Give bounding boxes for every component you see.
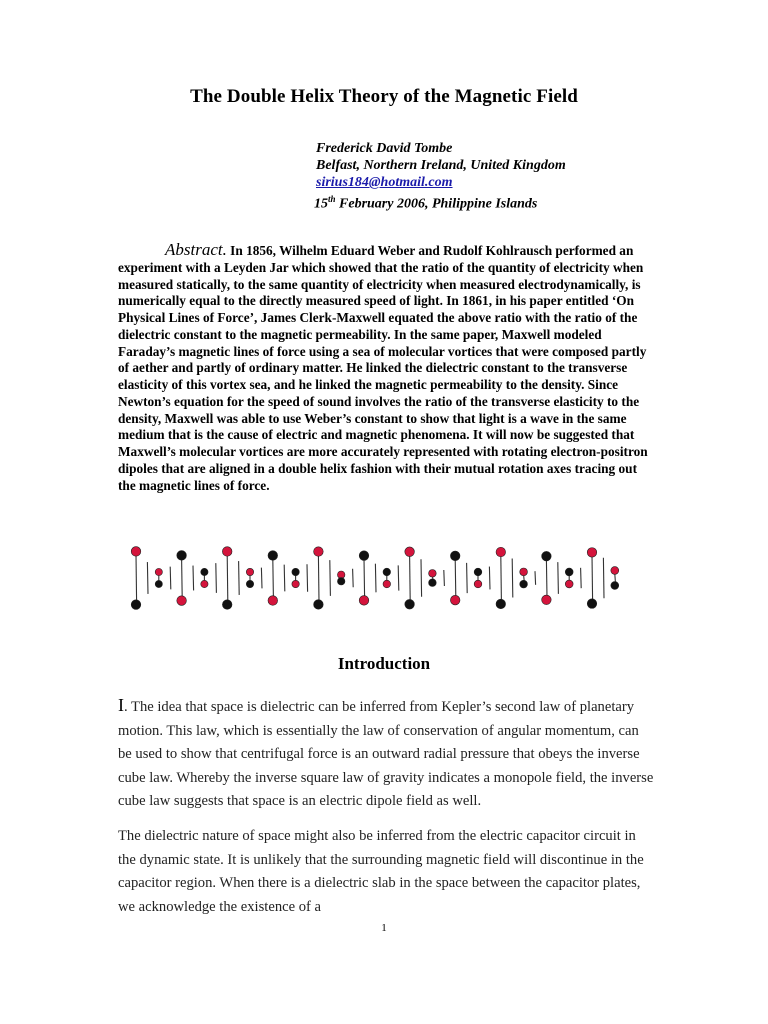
electron-dot	[587, 599, 597, 609]
helix-rung	[410, 555, 411, 601]
electron-dot	[337, 578, 344, 585]
positron-dot	[201, 580, 208, 587]
electron-dot	[314, 600, 324, 610]
helix-rung	[375, 564, 376, 593]
electron-dot	[292, 568, 299, 575]
helix-rung	[546, 559, 547, 597]
helix-rung	[615, 573, 616, 582]
positron-dot	[565, 580, 573, 588]
paper-date	[314, 191, 566, 213]
electron-dot	[611, 582, 619, 590]
positron-dot	[292, 580, 299, 587]
helix-rung	[603, 558, 604, 599]
electron-dot	[155, 580, 162, 587]
helix-rung	[182, 558, 183, 597]
positron-dot	[520, 568, 528, 576]
helix-rung	[227, 554, 228, 601]
positron-dot	[155, 568, 162, 575]
electron-dot	[474, 568, 482, 576]
author-email-link[interactable]: sirius184@hotmail.com	[316, 175, 453, 190]
helix-rung	[421, 559, 422, 596]
electron-dot	[383, 568, 391, 576]
abstract-label: Abstract.	[165, 240, 227, 259]
electron-dot	[359, 551, 369, 561]
helix-rung	[147, 562, 148, 594]
positron-dot	[611, 567, 619, 575]
double-helix-illustration	[124, 540, 630, 620]
introduction-heading: Introduction	[337, 654, 431, 673]
helix-rung	[353, 569, 354, 587]
helix-rung	[136, 554, 137, 601]
electron-dot	[542, 551, 552, 561]
positron-dot	[542, 595, 552, 605]
helix-rung	[239, 561, 240, 595]
positron-dot	[383, 580, 391, 588]
helix-rung	[364, 559, 365, 598]
electron-dot	[131, 600, 141, 610]
intro-paragraph-1	[118, 694, 654, 814]
date-day: 15	[314, 196, 328, 212]
helix-rung	[444, 570, 445, 586]
helix-rung	[558, 562, 559, 594]
helix-rung	[307, 564, 308, 592]
helix-rung	[512, 558, 513, 597]
positron-dot	[246, 568, 253, 575]
helix-rung	[581, 568, 582, 588]
electron-dot	[201, 568, 208, 575]
helix-rung	[592, 555, 593, 600]
electron-dot	[496, 599, 506, 609]
electron-dot	[405, 599, 415, 609]
paragraph-1-text: . The idea that space is dielectric can be inferred from Kepler’s second law of planetary motion. This law, which is essentially the law of conservation of angular momentum, can be used to show that centrifugal force is an outward radial pressure that obeys the inverse cube law. Whereby the inverse square law of gravity indicates a monopole field, the inverse cube law suggests that space is an electric dipole field as well.	[118, 699, 654, 809]
helix-rung	[284, 565, 285, 592]
helix-rung	[330, 560, 331, 596]
electron-dot	[565, 568, 573, 576]
helix-rung	[193, 566, 194, 591]
paper-title: The Double Helix Theory of the Magnetic Field	[190, 86, 578, 107]
positron-dot	[496, 547, 506, 557]
electron-dot	[429, 579, 437, 587]
positron-dot	[587, 548, 597, 558]
author-location: Belfast, Northern Ireland, United Kingdom	[316, 158, 566, 173]
author-name: Frederick David Tombe	[316, 141, 453, 156]
helix-rung	[489, 567, 490, 590]
helix-rung	[170, 567, 171, 590]
helix-rung	[318, 555, 319, 602]
intro-paragraph-2: The dielectric nature of space might also be inferred from the electric capacitor circuit in the dynamic state. It is unlikely that the surrounding magnetic field will discontinue in the capacitor region. When there is a dielectric slab in the space between the capacitor plates, we acknowledge the existence of a	[118, 828, 644, 915]
positron-dot	[474, 580, 482, 588]
author-block	[316, 140, 566, 213]
positron-dot	[359, 596, 369, 606]
positron-dot	[405, 547, 415, 557]
positron-dot	[131, 547, 141, 557]
positron-dot	[222, 547, 232, 557]
date-rest: February 2006, Philippine Islands	[335, 196, 538, 212]
electron-dot	[520, 580, 528, 588]
helix-rung	[273, 558, 274, 597]
electron-dot	[177, 551, 187, 561]
helix-rung	[455, 559, 456, 597]
helix-rung	[261, 568, 262, 589]
abstract-text: In 1856, Wilhelm Eduard Weber and Rudolf Kohlrausch performed an experiment with a Leyden Jar which showed that the ratio of the quantity of electricity when measured statically, to the same quantity of electricity when measured electrodynamically, is numerically equal to the directly measured speed of light. In 1861, in his paper entitled ‘On Physical Lines of Force’, James Clerk-Maxwell equated the above ratio with the ratio of the dielectric constant to the magnetic permeability. In the same paper, Maxwell modeled Faraday’s magnetic lines of force using a sea of molecular vortices that were composed partly of aether and partly of ordinary matter. He linked the dielectric constant to the transverse elasticity of this vortex sea, and he linked the magnetic permeability to the density. Since Newton’s equation for the speed of sound involves the ratio of the transverse elasticity to the density, Maxwell was able to use Weber’s constant to show that light is a wave in the same medium that is the cause of electric and magnetic phenomena. It will now be suggested that Maxwell’s molecular vortices are more accurately represented with rotating electron-positron dipoles that are aligned in a double helix fashion with their mutual rotation axes tracing out the magnetic lines of force.	[118, 243, 648, 493]
helix-rung	[467, 563, 468, 593]
helix-rung	[216, 563, 217, 593]
helix-rung	[398, 565, 399, 590]
electron-dot	[268, 551, 278, 561]
helix-rung	[535, 571, 536, 585]
abstract	[118, 242, 658, 494]
electron-dot	[450, 551, 460, 561]
positron-dot	[314, 547, 324, 557]
electron-dot	[222, 600, 232, 610]
positron-dot	[450, 595, 460, 605]
helix-rung	[501, 555, 502, 601]
date-suffix: th	[328, 194, 336, 204]
page-number: 1	[381, 922, 387, 934]
electron-dot	[246, 580, 253, 587]
positron-dot	[268, 596, 278, 606]
positron-dot	[177, 596, 187, 606]
positron-dot	[429, 569, 437, 577]
section-roman-numeral: I	[118, 695, 124, 715]
